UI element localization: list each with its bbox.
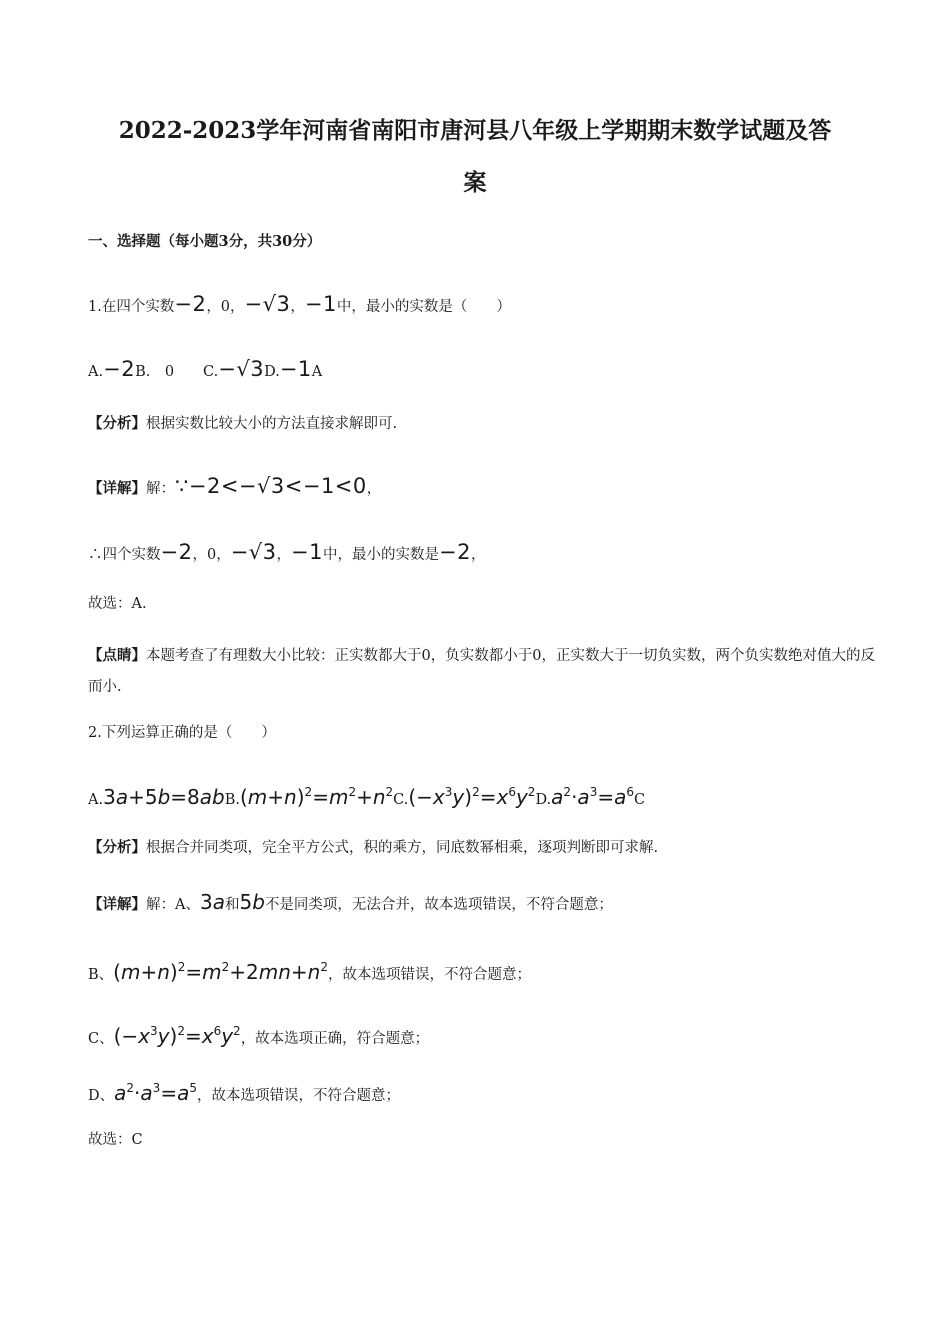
question-2-stem: 2.下列运算正确的是（ ） bbox=[88, 725, 276, 741]
question-2-answer: C bbox=[634, 792, 646, 808]
question-1-therefore: ∴四个实数−2，0，−√3，−1中，最小的实数是−2， bbox=[88, 540, 486, 564]
document-title-continued: 案 bbox=[463, 169, 487, 196]
question-1-analysis: 【分析】根据实数比较大小的方法直接求解即可. bbox=[88, 415, 398, 432]
question-2-detail-d: D、$a^2\cdot a^3=a^5$，故本选项错误，不符合题意； bbox=[88, 1081, 400, 1105]
question-2-detail-a: 【详解】解：A、3a和5b不是同类项，无法合并，故本选项错误，不符合题意； bbox=[88, 890, 613, 914]
question-1-comment: 【点睛】本题考查了有理数大小比较：正实数都大于0，负实数都小于0，正实数大于一切负实数，两个负实数绝对值大的反而小. bbox=[88, 647, 875, 695]
question-2-options: $A.3a+5b=8abB.(m+n)^2=m^2+n^2C.(-x^3y)^2=x^6y^2D.a^2\cdot a^3=a^6C$ bbox=[88, 785, 646, 809]
question-1-stem: 1.在四个实数−2，0，−√3，−1中，最小的实数是（ ） bbox=[88, 292, 511, 316]
question-2-detail-c: C、$(-x^3y)^2=x^6y^2$，故本选项正确，符合题意； bbox=[88, 1024, 430, 1048]
document-title: 2022-2023学年河南省南阳市唐河县八年级上学期期末数学试题及答 bbox=[118, 117, 832, 144]
question-1-options: A.−2B. 0 C.−√3D.−1A bbox=[88, 357, 323, 381]
question-2-analysis: 【分析】根据合并同类项，完全平方公式，积的乘方，同底数幂相乘，逐项判断即可求解. bbox=[88, 839, 659, 856]
question-2-detail-b: B、$(m+n)^2=m^2+2mn+n^2$，故本选项错误，不符合题意； bbox=[88, 960, 531, 984]
question-1-choose: 故选：A. bbox=[88, 596, 147, 612]
section-heading: 一、选择题（每小题3分，共30分） bbox=[88, 233, 322, 250]
question-2-choose: 故选：C bbox=[88, 1132, 143, 1148]
question-1-answer: A bbox=[311, 364, 323, 380]
question-1-detail: 【详解】解：∵−2<−√3<−1<0， bbox=[88, 474, 382, 498]
